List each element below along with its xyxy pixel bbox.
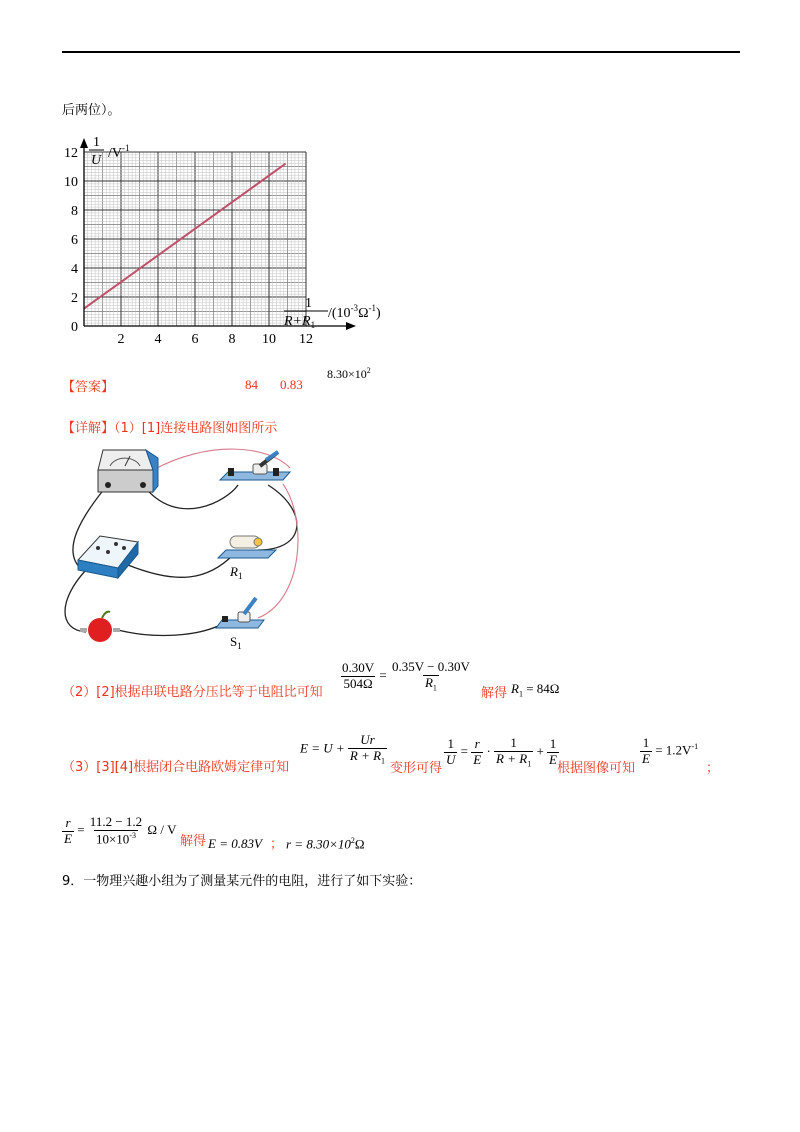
part3-transformed-eq: $\frac{1}{U}$ = $\frac{r}{E}$ · $\frac{1}{R + R_1}$ + $\frac{1}{E}$ [446,735,557,769]
part2-result: $R_1 = 84\Omega$ [511,681,560,699]
x-tick-label: 6 [191,332,199,347]
x-tick-label: 10 [262,332,276,347]
voltmeter-icon [98,450,158,492]
part4-solve: 解得 [180,834,207,849]
y-tick-label: 6 [71,233,78,248]
switch-icon [220,452,290,480]
y-tick-label: 4 [71,262,78,277]
part4-r-value: $r = 8.30\times 10^2\Omega$ [286,836,365,852]
question-9: 9．一物理兴趣小组为了测量某元件的电阻，进行了如下实验： [62,874,422,889]
part3-text: （3）[3][4]根据闭合电路欧姆定律可知 [62,760,290,775]
y-tick-labels [64,146,78,335]
slope-equation: $\frac{r}{E}$ = $\frac{11.2 - 1.2}{10\times 10^{-3}}$ Ω / V [64,814,177,847]
part3-by-graph: 根据图像可知 [557,761,636,776]
y-tick-label: 10 [64,175,78,190]
y-tick-label: 0 [71,320,78,335]
x-tick-label: 12 [299,332,313,347]
y-axis-arrow [80,138,88,148]
y-tick-label: 12 [64,146,78,161]
detail-part1: （1）[1]连接电路图如图所示 [114,421,278,436]
graph [60,128,410,350]
x-tick-labels [118,332,314,347]
switch-s1-icon [216,598,264,628]
wire [118,626,218,636]
circuit-diagram [58,440,318,650]
x-unit: $/(10^{-3}\Omega^{-1})$ [328,303,381,321]
top-text: 后两位）。 [62,103,121,118]
part4-e-value: E = 0.83V [208,836,262,851]
detail-label: 【详解】 [62,421,115,436]
part4-separator: ； [270,837,284,852]
part2-solve: 解得 [481,686,508,701]
x-tick-label: 2 [117,332,125,347]
x-tick-label: 8 [228,332,236,347]
wire [258,485,297,550]
s1-label: $S_1$ [230,634,242,650]
answer-value-1: 84 [245,377,258,392]
x-tick-label: 4 [154,332,162,347]
y-label-den: U [91,153,102,168]
x-label-den: $R+R_1$ [284,314,316,330]
part2-frac2: $\frac{0.35V - 0.30V}{R_1}$ [391,659,470,693]
apple-battery-icon [80,612,120,642]
answer-label: 【答案】 [62,380,115,395]
part3-equation: E = U + $\frac{Ur}{R + R_1}$ [300,732,386,766]
y-label-num: 1 [93,135,100,150]
answer-value-2: 0.83 [280,377,303,392]
detail-heading [62,417,277,436]
y-tick-label: 8 [71,204,78,219]
header-rule [62,51,740,53]
y-unit: $/V^{-1}$ [108,143,130,161]
r1-label: $R_1$ [230,564,243,581]
answer-value-3: $8.30\times 10^2$ [327,366,371,381]
resistance-box-icon [78,536,138,578]
part2-text: （2）[2]根据串联电路分压比等于电阻比可知 [62,685,323,700]
part3-intercept: $\frac{1}{E}$ = $1.2V^{-1}$ [642,735,699,766]
part2-frac1: $\frac{0.30V}{504\Omega}$ [342,659,375,691]
x-axis-arrow [346,322,356,330]
wire [143,485,238,509]
part2-equation: $\frac{0.30V}{504\Omega}$ = $\frac{0.35V - 0.30V}{R_1}$ [342,659,470,693]
wire [65,570,86,632]
y-tick-label: 2 [71,291,78,306]
part3-semicolon: ； [706,761,720,776]
part3-transform: 变形可得 [390,761,443,776]
resistor-r1-icon [218,536,276,558]
graph-grid [84,152,306,326]
x-label-num: 1 [305,296,312,311]
